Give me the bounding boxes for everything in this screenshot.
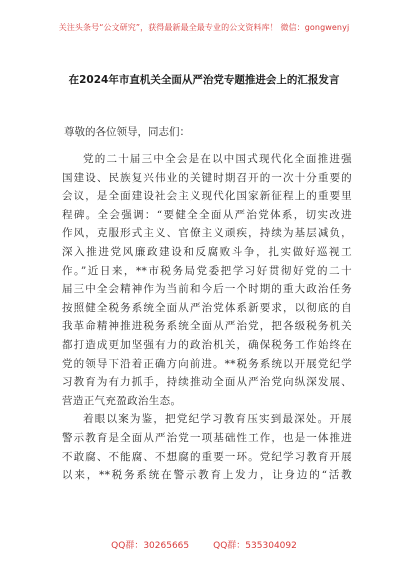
footer-qq-groups bbox=[0, 538, 408, 551]
body-line: 作风，克服形式主义、官僚主义顽疾，持续为基层减负， bbox=[62, 227, 352, 240]
body-line: 按照健全税务系统全面从严治党体系新要求，以彻底的自 bbox=[62, 301, 352, 314]
body-line: 党的二十届三中全会是在以中国式现代化全面推进强 bbox=[83, 153, 352, 165]
body-line: 我革命精神推进税务系统全面从严治党，把各级税务机关 bbox=[62, 320, 352, 333]
body-line: 会议，是全面建设社会主义现代化国家新征程上的重要里 bbox=[62, 190, 352, 203]
body-line: 深入推进党风廉政建设和反腐败斗争，扎实做好巡视工 bbox=[62, 245, 352, 258]
body-line: 着眼以案为鉴，把党纪学习教育压实到最深处。开展 bbox=[83, 413, 352, 426]
salutation: 尊敬的各位领导，同志们： bbox=[64, 126, 190, 138]
qq-group-2: QQ群：535304092 bbox=[213, 541, 297, 551]
body-line: 程碑。全会强调：“要健全全面从严治党体系，切实改进 bbox=[62, 208, 352, 221]
body-line: 党的领导下沿着正确方向前进。**税务系统以开展党纪学 bbox=[62, 357, 352, 370]
body-line: 国建设、民族复兴伟业的关键时期召开的一次十分重要的 bbox=[62, 171, 352, 184]
body-line: 警示教育是全面从严治党一项基础性工作，也是一体推进 bbox=[62, 431, 352, 444]
document-title: 在2024年市直机关全面从严治党专题推进会上的汇报发言 bbox=[68, 74, 340, 86]
body-line: 不敢腐、不能腐、不想腐的重要一环。党纪学习教育开展 bbox=[62, 450, 352, 463]
body-line: 以来，**税务系统在警示教育上发力，让身边的“活教 bbox=[62, 469, 352, 482]
qq-group-1: QQ群：30265665 bbox=[111, 541, 190, 551]
document-body bbox=[62, 150, 352, 485]
body-line: 营造正气充盈政治生态。 bbox=[62, 394, 182, 407]
body-line: 作。”近日来，**市税务局党委把学习好贯彻好党的二十 bbox=[62, 264, 352, 277]
body-line: 都打造成更加坚强有力的政治机关，确保税务工作始终在 bbox=[62, 338, 352, 351]
body-line: 习教育为有力抓手，持续推动全面从严治党向纵深发展、 bbox=[62, 376, 352, 389]
body-line: 届三中全会精神作为当前和今后一个时期的重大政治任务 bbox=[62, 283, 352, 296]
top-banner: 关注头条号“公文研究”，获得最新最全最专业的公文资料库！ 微信：gongwenyj bbox=[58, 23, 350, 32]
